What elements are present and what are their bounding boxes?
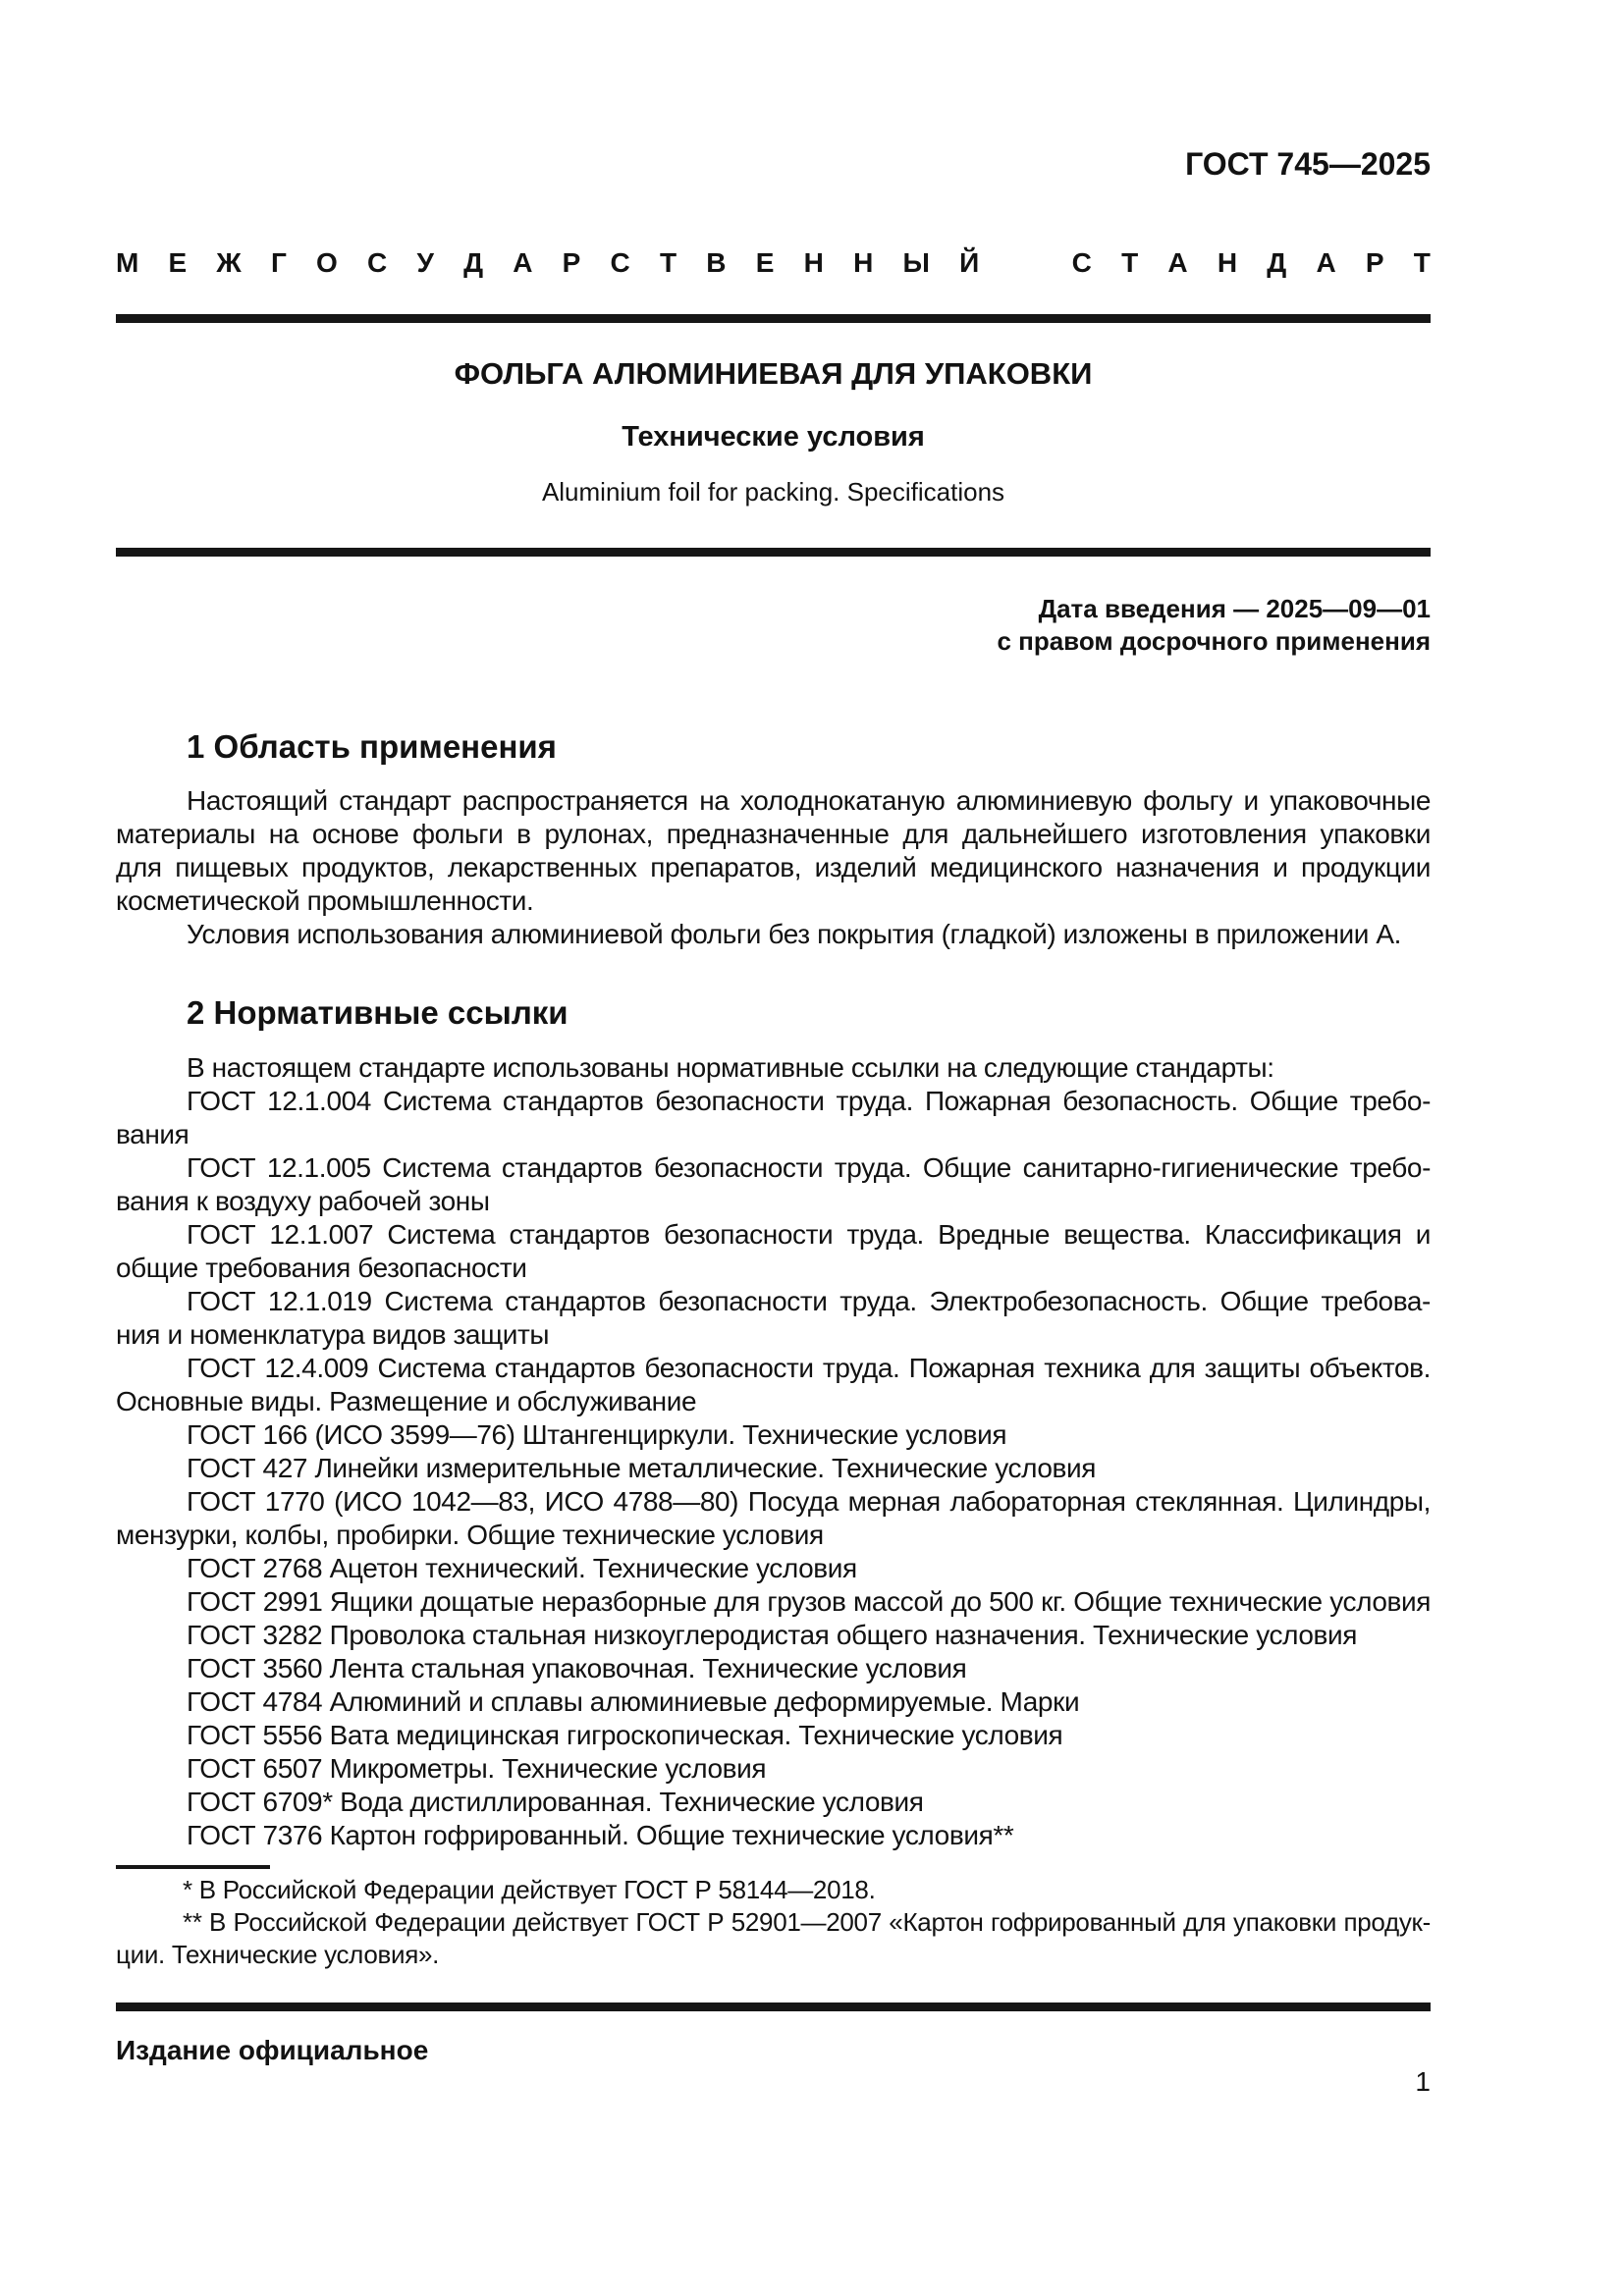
banner-letter: Е	[755, 247, 775, 278]
section-scope-body	[116, 784, 1431, 951]
scope-text-line: косметической промышленности.	[116, 885, 534, 916]
document-title: ФОЛЬГА АЛЮМИНИЕВАЯ ДЛЯ УПАКОВКИ	[454, 356, 1093, 391]
banner-letter: А	[513, 247, 533, 278]
enactment-block	[997, 593, 1431, 658]
reference-line: вания к воздуху рабочей зоны	[116, 1186, 490, 1216]
reference-line: ГОСТ 427 Линейки измерительные металлические. Технические условия	[187, 1453, 1096, 1483]
banner-letter: С	[367, 247, 388, 278]
banner-letter: Т	[1121, 247, 1139, 278]
banner-letter: Ы	[902, 247, 930, 278]
banner-letter: Н	[853, 247, 874, 278]
enactment-date: Дата введения — 2025—09—01	[1038, 594, 1431, 623]
banner-letter: Г	[270, 247, 287, 278]
reference-line: ГОСТ 7376 Картон гофрированный. Общие технические условия**	[187, 1820, 1014, 1850]
page-number: 1	[1415, 2066, 1431, 2097]
reference-line: ГОСТ 4784 Алюминий и сплавы алюминиевые деформируемые. Марки	[187, 1686, 1080, 1717]
reference-line: ГОСТ 12.1.005 Система стандартов безопасности труда. Общие санитарно-гигиенические требо-	[187, 1152, 1431, 1183]
document-title-en: Aluminium foil for packing. Specifications	[541, 477, 1005, 507]
reference-line: ГОСТ 5556 Вата медицинская гигроскопическая. Технические условия	[187, 1720, 1063, 1750]
footer-rule	[116, 2002, 1431, 2011]
reference-line: общие требования безопасности	[116, 1253, 527, 1283]
banner-letter: Д	[1267, 247, 1287, 278]
header-rule-top	[116, 314, 1431, 323]
banner-letter: Н	[1217, 247, 1238, 278]
doc-number: ГОСТ 745—2025	[1185, 146, 1431, 182]
section-heading-scope: 1 Область применения	[187, 728, 557, 765]
scope-text-line: Условия использования алюминиевой фольги без покрытия (гладкой) изложены в приложении А.	[187, 919, 1402, 949]
banner-letter: А	[1316, 247, 1336, 278]
banner-letter: С	[610, 247, 630, 278]
scope-text-line: для пищевых продуктов, лекарственных препаратов, изделий медицинского назначения и продукции	[116, 852, 1431, 882]
banner-letter: Н	[803, 247, 824, 278]
reference-line: ГОСТ 6709* Вода дистиллированная. Технические условия	[187, 1787, 924, 1817]
reference-line: ГОСТ 12.4.009 Система стандартов безопасности труда. Пожарная техника для защиты объектов.	[187, 1353, 1431, 1383]
reference-line: В настоящем стандарте использованы нормативные ссылки на следующие стандарты:	[187, 1052, 1274, 1083]
reference-line: ГОСТ 1770 (ИСО 1042—83, ИСО 4788—80) Посуда мерная лабораторная стеклянная. Цилиндры,	[187, 1486, 1431, 1517]
banner-letter: Е	[168, 247, 188, 278]
banner-letter: Т	[659, 247, 677, 278]
footnote-line: * В Российской Федерации действует ГОСТ Р 58144—2018.	[183, 1875, 876, 1904]
footnote-rule	[116, 1865, 270, 1869]
banner-letter: Й	[959, 247, 980, 278]
footnote-line: ции. Технические условия».	[116, 1940, 440, 1969]
banner-letter: М	[116, 247, 139, 278]
reference-line: ГОСТ 12.1.007 Система стандартов безопасности труда. Вредные вещества. Классификация и	[187, 1219, 1431, 1250]
reference-line: ГОСТ 3560 Лента стальная упаковочная. Технические условия	[187, 1653, 967, 1683]
official-edition-note: Издание официальное	[116, 2035, 429, 2065]
reference-line: ГОСТ 6507 Микрометры. Технические условия	[187, 1753, 767, 1784]
reference-line: ГОСТ 12.1.004 Система стандартов безопасности труда. Пожарная безопасность. Общие требо-	[187, 1086, 1431, 1116]
reference-line: ГОСТ 2768 Ацетон технический. Технические условия	[187, 1553, 857, 1583]
banner-letter: Т	[1413, 247, 1431, 278]
banner-letter: У	[416, 247, 434, 278]
scope-text-line: материалы на основе фольги в рулонах, предназначенные для дальнейшего изготовления упаковки	[116, 819, 1431, 849]
banner-letter: О	[316, 247, 338, 278]
banner-letter: Р	[562, 247, 581, 278]
banner-letter: Р	[1365, 247, 1384, 278]
banner-letter: Д	[463, 247, 484, 278]
reference-line: мензурки, колбы, пробирки. Общие технические условия	[116, 1520, 824, 1550]
scope-text-line: Настоящий стандарт распространяется на холоднокатаную алюминиевую фольгу и упаковочные	[187, 785, 1431, 816]
section-references-body	[116, 1051, 1431, 1852]
reference-line: Основные виды. Размещение и обслуживание	[116, 1386, 697, 1416]
footnote-line: ** В Российской Федерации действует ГОСТ Р 52901—2007 «Картон гофрированный для упаковки продук-	[183, 1907, 1431, 1937]
state-standard-banner	[116, 247, 1431, 279]
banner-letter: В	[706, 247, 727, 278]
banner-letter: Ж	[216, 247, 242, 278]
footnotes-block	[116, 1874, 1431, 1971]
reference-line: ГОСТ 12.1.019 Система стандартов безопасности труда. Электробезопасность. Общие требова-	[187, 1286, 1431, 1316]
reference-line: ния и номенклатура видов защиты	[116, 1319, 550, 1350]
section-heading-references: 2 Нормативные ссылки	[187, 994, 568, 1031]
document-subtitle: Технические условия	[622, 421, 925, 453]
reference-line: вания	[116, 1119, 189, 1149]
early-application-note: с правом досрочного применения	[997, 626, 1431, 656]
reference-line: ГОСТ 3282 Проволока стальная низкоуглеродистая общего назначения. Технические условия	[187, 1620, 1358, 1650]
reference-line: ГОСТ 2991 Ящики дощатые неразборные для грузов массой до 500 кг. Общие технические условия	[187, 1586, 1431, 1617]
reference-line: ГОСТ 166 (ИСО 3599—76) Штангенциркули. Технические условия	[187, 1419, 1007, 1450]
banner-letter: С	[1071, 247, 1092, 278]
title-rule-bottom	[116, 548, 1431, 557]
banner-letter: А	[1167, 247, 1188, 278]
